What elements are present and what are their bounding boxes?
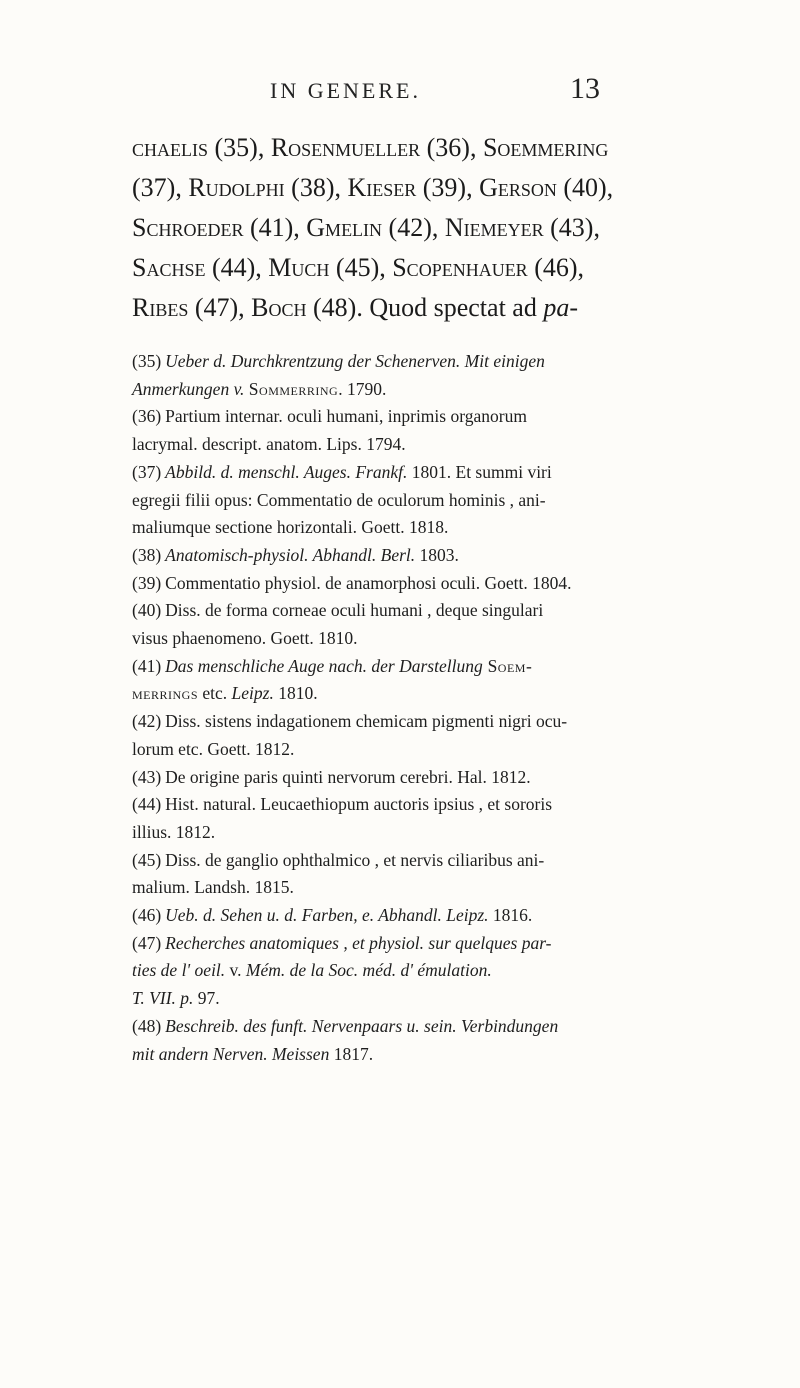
footnote-46: [132, 902, 712, 930]
footnote-text: 1816.: [488, 905, 533, 926]
body-line-5-names: Ribes (47), Boch (48).: [132, 293, 370, 322]
footnote-text-3: maliumque sectione horizontali. Goett. 1818.: [132, 517, 449, 538]
footnote-text: Commentatio physiol. de anamorphosi oculi. Goett. 1804.: [165, 572, 572, 593]
footnote-italic-2: Leipz.: [231, 683, 274, 704]
footnote-number: (41): [132, 655, 162, 676]
footnote-number: (36): [132, 406, 162, 427]
footnote-text-2: malium. Landsh. 1815.: [132, 877, 294, 898]
body-paragraph: [132, 128, 712, 328]
footnote-number: (48): [132, 1015, 162, 1036]
footnote-number: (44): [132, 794, 162, 815]
footnote-number: (39): [132, 572, 162, 593]
body-line-5-tail-italic: pa-: [543, 293, 579, 322]
footnote-45: [132, 847, 712, 902]
footnote-35: [132, 348, 712, 403]
body-line-1: chaelis (35), Rosenmueller (36), Soemmering: [132, 133, 609, 162]
footnote-italic-2: mit andern Nerven. Meissen: [132, 1043, 330, 1064]
footnote-italic: Anatomisch-physiol. Abhandl. Berl.: [165, 544, 416, 565]
footnote-41: [132, 653, 712, 708]
footnote-text: 1803.: [415, 544, 459, 565]
footnote-text-2: visus phaenomeno. Goett. 1810.: [132, 628, 358, 649]
body-line-5: [132, 288, 712, 328]
footnote-text: 1817.: [329, 1043, 374, 1064]
footnote-italic: Ueb. d. Sehen u. d. Farben, e. Abhandl. Leipz.: [165, 905, 489, 926]
footnote-text: Diss. de forma corneae oculi humani , deque singulari: [165, 600, 544, 621]
footnote-44: [132, 791, 712, 846]
footnote-37: [132, 459, 712, 542]
footnote-text-2: 97.: [193, 988, 220, 1009]
footnote-number: (37): [132, 461, 162, 482]
footnote-47: [132, 930, 712, 1013]
body-line-5-tail: [369, 293, 578, 322]
footnote-text: Hist. natural. Leucaethiopum auctoris ipsius , et sororis: [165, 794, 553, 815]
body-line-5-tail-text: Quod spectat ad: [369, 293, 544, 322]
footnote-36: [132, 403, 712, 458]
footnote-text: Diss. sistens indagationem chemicam pigmenti nigri ocu-: [165, 711, 568, 732]
body-line-2: (37), Rudolphi (38), Kieser (39), Gerson (40),: [132, 173, 614, 202]
footnote-42: [132, 708, 712, 763]
body-line-3: Schroeder (41), Gmelin (42), Niemeyer (43),: [132, 213, 600, 242]
footnote-number: (46): [132, 905, 162, 926]
footnote-italic: Beschreib. des funft. Nervenpaars u. sein. Verbindungen: [165, 1015, 559, 1036]
footnote-text-2: egregii filii opus: Commentatio de oculorum hominis , ani-: [132, 489, 546, 510]
footnote-italic-2: ties de l' oeil.: [132, 960, 226, 981]
footnote-italic: Abbild. d. menschl. Auges. Frankf.: [165, 461, 408, 482]
footnote-author-2: merrings: [132, 683, 199, 704]
footnote-italic-4: T. VII. p.: [132, 988, 194, 1009]
footnote-text: v.: [225, 960, 246, 981]
footnote-text-2: illius. 1812.: [132, 821, 216, 842]
footnote-text: De origine paris quinti nervorum cerebri. Hal. 1812.: [165, 766, 531, 787]
footnote-number: (42): [132, 711, 162, 732]
running-head-title: IN GENERE.: [270, 78, 421, 103]
footnote-author: Soem-: [482, 655, 533, 676]
footnote-text: . 1790.: [338, 378, 387, 399]
footnote-40: [132, 597, 712, 652]
footnote-italic: Das menschliche Auge nach. der Darstellung: [165, 655, 483, 676]
footnote-author: Sommerring: [248, 378, 339, 399]
footnote-number: (45): [132, 849, 162, 870]
footnote-text: etc.: [198, 683, 232, 704]
footnote-number: (47): [132, 932, 162, 953]
footnote-text-2: lacrymal. descript. anatom. Lips. 1794.: [132, 434, 406, 455]
footnote-43: [132, 764, 712, 792]
footnote-number: (38): [132, 544, 162, 565]
page-number: 13: [570, 72, 600, 105]
footnote-italic: Ueber d. Durchkrentzung der Schenerven. Mit einigen: [165, 351, 545, 371]
footnote-number: (40): [132, 600, 162, 621]
footnote-48: [132, 1013, 712, 1068]
footnote-text: Partium internar. oculi humani, inprimis organorum: [165, 406, 527, 427]
body-line-4: Sachse (44), Much (45), Scopenhauer (46),: [132, 253, 585, 282]
footnote-italic-2: Anmerkungen v.: [132, 378, 249, 399]
footnote-italic-3: Mém. de la Soc. méd. d' émulation.: [245, 960, 492, 981]
footnote-italic: Recherches anatomiques , et physiol. sur quelques par-: [165, 932, 552, 953]
footnote-text: Diss. de ganglio ophthalmico , et nervis ciliaribus ani-: [165, 849, 545, 870]
footnote-38: [132, 542, 712, 570]
footnote-text-2: lorum etc. Goett. 1812.: [132, 738, 295, 759]
running-head: [270, 72, 600, 112]
footnote-number: (43): [132, 766, 162, 787]
footnote-39: [132, 570, 712, 598]
footnotes: [132, 348, 712, 1068]
footnote-text: 1801. Et summi viri: [407, 461, 552, 482]
footnote-number: (35): [132, 351, 162, 371]
footnote-text-2: 1810.: [273, 683, 318, 704]
